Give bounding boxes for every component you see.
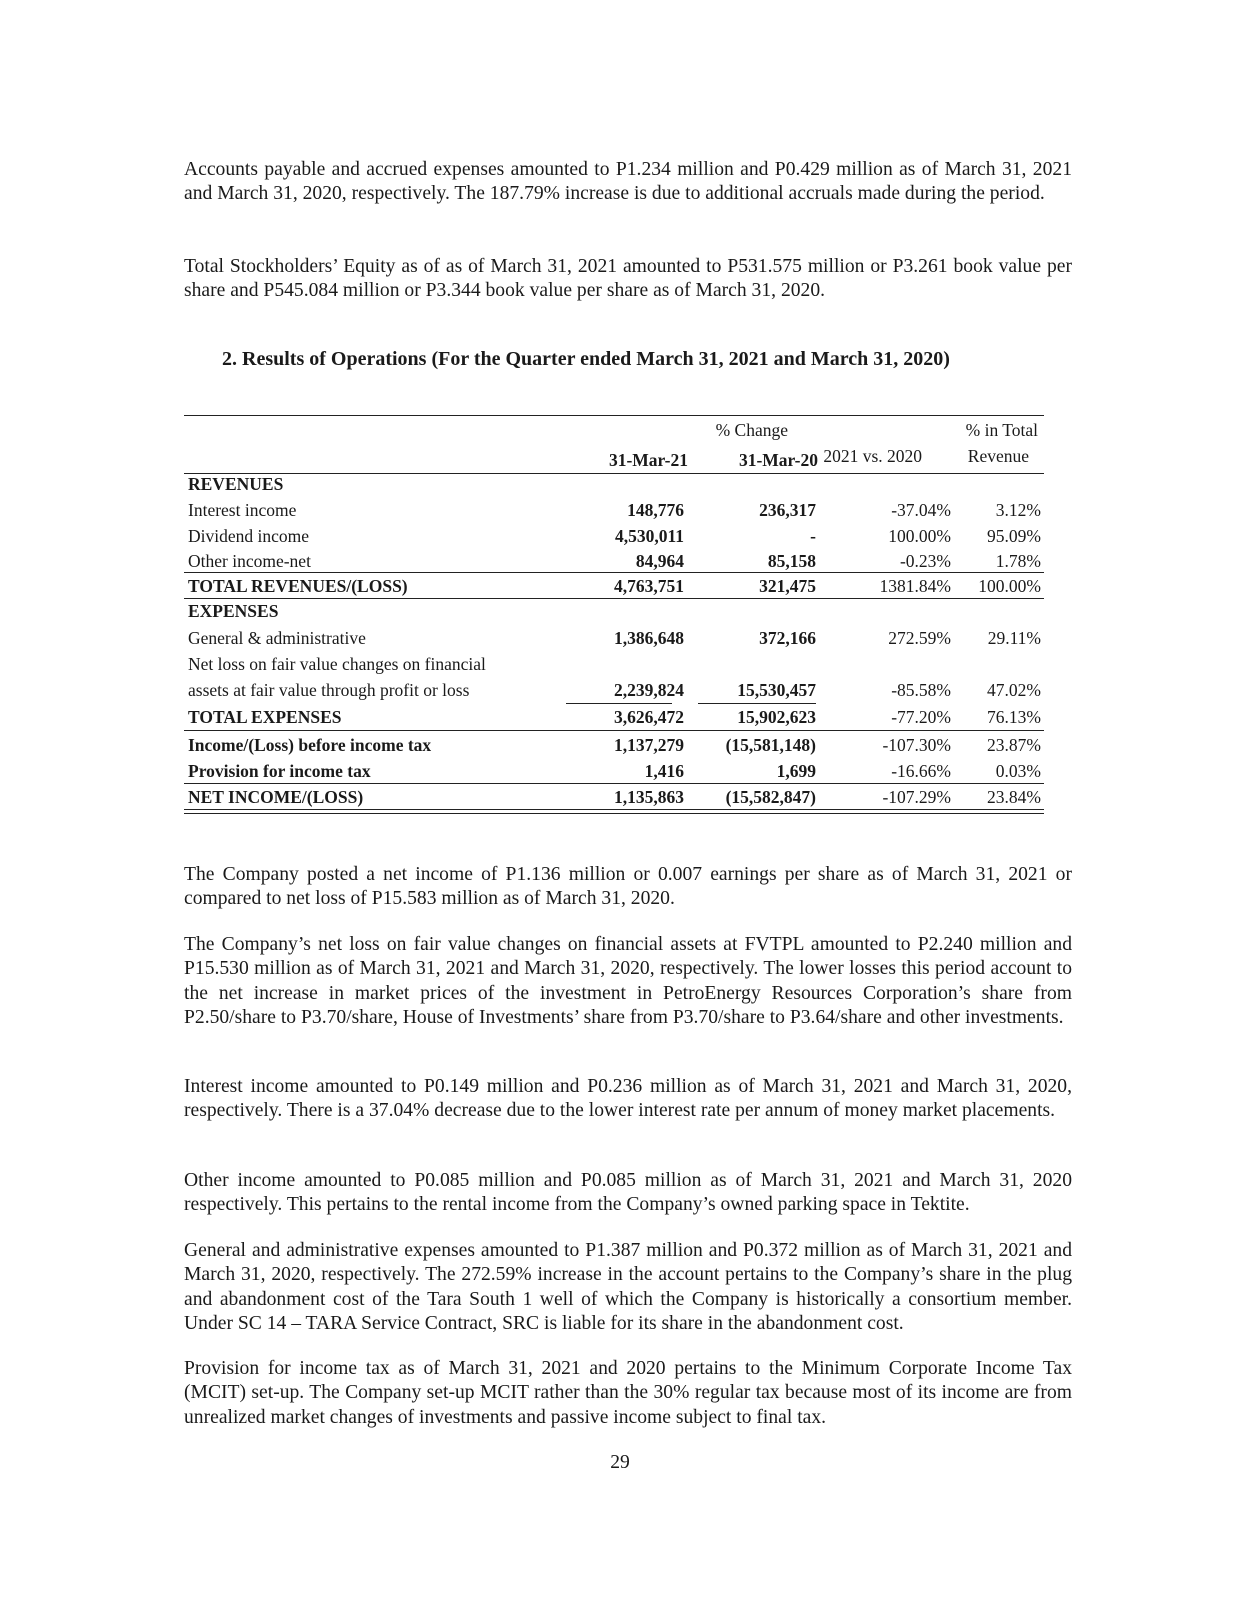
value-pct-change: 272.59% <box>888 628 951 648</box>
value-pct-total: 0.03% <box>995 761 1041 781</box>
value-31-mar-20: - <box>810 526 816 546</box>
row-label: Interest income <box>188 500 297 520</box>
header-rule <box>184 473 1044 474</box>
value-pct-change: -0.23% <box>899 551 951 571</box>
header-pct-change-line1: % Change <box>715 420 788 440</box>
value-pct-change: -77.20% <box>891 707 951 727</box>
double-rule-bottom <box>184 813 1044 814</box>
row-label: General & administrative <box>188 628 366 648</box>
value-31-mar-20: 1,699 <box>776 761 816 781</box>
value-31-mar-20: 15,530,457 <box>737 680 816 700</box>
value-pct-total: 3.12% <box>995 500 1041 520</box>
total-expenses-rule <box>184 730 1044 731</box>
table-top-rule <box>184 415 1044 416</box>
header-pct-total-line2: Revenue <box>967 446 1029 466</box>
section-heading: 2. Results of Operations (For the Quarter ended March 31, 2021 and March 31, 2020) <box>222 348 950 370</box>
value-pct-total: 23.87% <box>987 735 1041 755</box>
row-label: TOTAL REVENUES/(LOSS) <box>188 576 408 596</box>
paragraph-accounts-payable: Accounts payable and accrued expenses amounted to P1.234 million and P0.429 million as of March 31, 2021 and March 31, 2020, respectively. The 187.79% increase is due to additional accruals made during the period. <box>184 159 1072 205</box>
value-pct-change: 100.00% <box>888 526 951 546</box>
value-31-mar-21: 1,137,279 <box>614 735 684 755</box>
value-pct-change: -37.04% <box>891 500 951 520</box>
value-31-mar-21: 1,386,648 <box>614 628 684 648</box>
row-label: Dividend income <box>188 526 310 546</box>
value-pct-change: 1381.84% <box>879 576 951 596</box>
value-31-mar-21: 4,763,751 <box>614 576 684 596</box>
value-31-mar-20: 372,166 <box>759 628 816 648</box>
page-number: 29 <box>610 1452 630 1473</box>
header-pct-total-line1: % in Total <box>965 420 1038 440</box>
header-31-mar-21: 31-Mar-21 <box>608 450 688 470</box>
value-pct-total: 47.02% <box>987 680 1041 700</box>
value-31-mar-21: 148,776 <box>627 500 684 520</box>
subtotal-rule-col2 <box>698 703 816 704</box>
value-31-mar-20: 321,475 <box>759 576 816 596</box>
header-pct-change-line2: 2021 vs. 2020 <box>823 446 922 466</box>
value-31-mar-20: 15,902,623 <box>737 707 816 727</box>
paragraph-provision: Provision for income tax as of March 31, 2021 and 2020 pertains to the Minimum Corporate Income Tax (MCIT) set-up. The Company set-up MCIT rather than the 30% regular tax because most of its income are from unrealized market changes of investments and passive income subject to final tax. <box>184 1358 1072 1428</box>
value-pct-total: 100.00% <box>978 576 1041 596</box>
value-pct-total: 76.13% <box>987 707 1041 727</box>
row-label: TOTAL EXPENSES <box>188 707 342 727</box>
value-31-mar-20: 85,158 <box>767 551 816 571</box>
value-pct-total: 1.78% <box>995 551 1041 571</box>
value-31-mar-21: 1,135,863 <box>614 787 684 807</box>
value-31-mar-21: 84,964 <box>635 551 684 571</box>
total-revenues-rule <box>184 598 1044 599</box>
value-pct-total: 23.84% <box>987 787 1041 807</box>
value-31-mar-20: 236,317 <box>759 500 816 520</box>
row-label: assets at fair value through profit or loss <box>188 680 470 700</box>
row-label: Other income-net <box>188 551 311 571</box>
paragraph-general-admin: General and administrative expenses amounted to P1.387 million and P0.372 million as of March 31, 2021 and March 31, 2020, respectively. The 272.59% increase in the account pertains to the Company’s share in the plug and abandonment cost of the Tara South 1 well of which the Company is historically a consortium member. Under SC 14 – TARA Service Contract, SRC is liable for its share in the abandonment cost. <box>184 1240 1072 1334</box>
subtotal-rule <box>184 572 1044 573</box>
value-31-mar-21: 3,626,472 <box>614 707 684 727</box>
row-label: Provision for income tax <box>188 761 371 781</box>
value-31-mar-21: 4,530,011 <box>614 526 684 546</box>
paragraph-other-income: Other income amounted to P0.085 million and P0.085 million as of March 31, 2021 and March 31, 2020 respectively. This pertains to the rental income from the Company’s owned parking space in Tektite. <box>184 1170 1072 1216</box>
expenses-label: EXPENSES <box>188 601 279 621</box>
row-label: NET INCOME/(LOSS) <box>188 787 364 807</box>
value-pct-total: 95.09% <box>987 526 1041 546</box>
paragraph-fvtpl: The Company’s net loss on fair value changes on financial assets at FVTPL amounted to P2.240 million and P15.530 million as of March 31, 2021 and March 31, 2020, respectively. The lower losses this period account to the net increase in market prices of the investment in PetroEnergy Resources Corporation’s share from P2.50/share to P3.70/share, House of Investments’ share from P3.70/share to P3.64/share and other investments. <box>184 934 1072 1028</box>
revenues-label: REVENUES <box>188 474 284 494</box>
value-pct-change: -107.29% <box>882 787 951 807</box>
value-31-mar-21: 2,239,824 <box>614 680 684 700</box>
value-31-mar-20: (15,581,148) <box>725 735 816 755</box>
row-label: Income/(Loss) before income tax <box>188 735 432 755</box>
subtotal-rule-col1 <box>566 703 672 704</box>
value-31-mar-20: (15,582,847) <box>725 787 816 807</box>
value-pct-change: -85.58% <box>891 680 951 700</box>
double-rule-top <box>184 809 1044 810</box>
value-pct-total: 29.11% <box>987 628 1041 648</box>
header-31-mar-20: 31-Mar-20 <box>738 450 818 470</box>
paragraph-interest-income: Interest income amounted to P0.149 million and P0.236 million as of March 31, 2021 and March 31, 2020, respectively. There is a 37.04% decrease due to the lower interest rate per annum of money market placements. <box>184 1076 1072 1122</box>
row-label: Net loss on fair value changes on financial <box>188 654 486 674</box>
paragraph-net-income: The Company posted a net income of P1.136 million or 0.007 earnings per share as of March 31, 2021 or compared to net loss of P15.583 million as of March 31, 2020. <box>184 864 1072 910</box>
paragraph-stockholders-equity: Total Stockholders’ Equity as of as of March 31, 2021 amounted to P531.575 million or P3.261 book value per share and P545.084 million or P3.344 book value per share as of March 31, 2020. <box>184 256 1072 302</box>
value-pct-change: -16.66% <box>891 761 951 781</box>
value-31-mar-21: 1,416 <box>644 761 684 781</box>
value-pct-change: -107.30% <box>882 735 951 755</box>
provision-rule <box>184 783 1044 784</box>
